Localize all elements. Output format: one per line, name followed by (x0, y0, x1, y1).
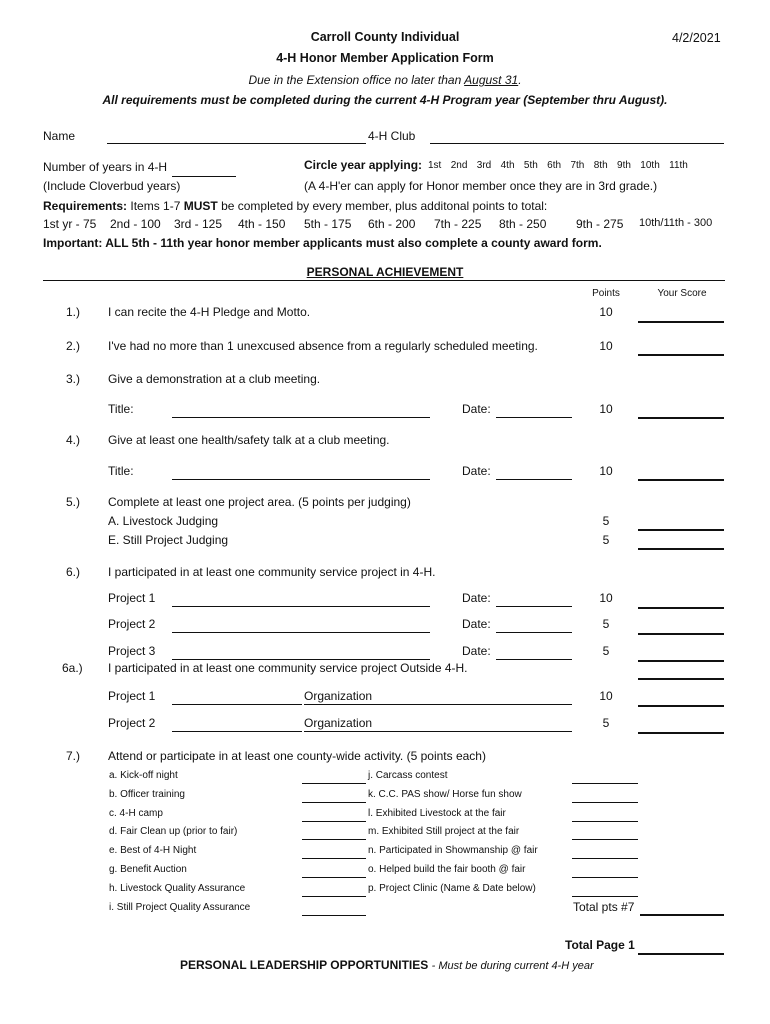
item-4-date-field[interactable] (496, 479, 572, 480)
item-6a-org-field[interactable] (304, 704, 572, 705)
item-6a-text: I participated in at least one community service project Outside 4-H. (108, 661, 468, 675)
point-levels (43, 217, 723, 233)
item-6-score-field[interactable] (638, 633, 724, 635)
item-3-date-field[interactable] (496, 417, 572, 418)
activity-check-field[interactable] (302, 877, 366, 878)
activity-check-field[interactable] (302, 858, 366, 859)
important-label: Important: (43, 236, 103, 250)
item-6a-score-field[interactable] (638, 678, 724, 680)
activity-check-field[interactable] (302, 783, 366, 784)
leadership-heading (180, 958, 594, 972)
activity-check-field[interactable] (572, 877, 638, 878)
item-4-score-field[interactable] (638, 479, 724, 481)
program-year-note: All requirements must be completed during the current 4-H Program year (September thru August). (102, 93, 668, 107)
item-6a-project-label: Project 1 (108, 689, 156, 703)
activity-label: n. Participated in Showmanship @ fair (368, 845, 538, 856)
item-6-date-field[interactable] (496, 632, 572, 633)
circle-year-label: Circle year applying: (304, 158, 423, 172)
item-1-score-field[interactable] (638, 321, 724, 323)
item-5e-text: E. Still Project Judging (108, 533, 229, 547)
item-3-points: 10 (599, 402, 613, 416)
item-6-number: 6.) (66, 565, 81, 579)
point-level: 4th - 150 (238, 217, 286, 231)
item-3-score-field[interactable] (638, 417, 724, 419)
point-level: 1st yr - 75 (43, 217, 97, 231)
activity-check-field[interactable] (572, 858, 638, 859)
activity-label: d. Fair Clean up (prior to fair) (109, 826, 238, 837)
item-3-number: 3.) (66, 372, 81, 386)
item-6-project-label: Project 3 (108, 644, 156, 658)
important-line (43, 236, 602, 250)
title-line1: Carroll County Individual (310, 30, 460, 44)
activity-label: c. 4-H camp (109, 808, 163, 819)
item-3-text: Give a demonstration at a club meeting. (108, 372, 321, 386)
section-divider (43, 280, 725, 281)
total-page-field[interactable] (638, 953, 724, 955)
item-6-project-label: Project 1 (108, 591, 156, 605)
circle-year-note: (A 4-H'er can apply for Honor member once they are in 3rd grade.) (304, 179, 658, 193)
item-4-date-label: Date: (462, 464, 491, 478)
year-option[interactable]: 8th (593, 160, 608, 171)
total-page-label: Total Page 1 (565, 938, 635, 952)
item-6-date-field[interactable] (496, 606, 572, 607)
item-6a-org-label: Organization (304, 689, 373, 703)
score-header: Your Score (657, 288, 707, 299)
item-6-project-field[interactable] (172, 659, 430, 660)
point-level: 7th - 225 (434, 217, 482, 231)
item-6a-project-points: 5 (602, 716, 610, 730)
year-options (428, 160, 688, 171)
activity-label: b. Officer training (109, 789, 185, 800)
activity-check-field[interactable] (302, 821, 366, 822)
item-7-text: Attend or participate in at least one county-wide activity. (5 points each) (108, 749, 486, 763)
item-2-points: 10 (599, 339, 613, 353)
activity-label: g. Benefit Auction (109, 864, 187, 875)
item-3-title-field[interactable] (172, 417, 430, 418)
title-line2: 4-H Honor Member Application Form (276, 51, 494, 65)
section-title: PERSONAL ACHIEVEMENT (306, 265, 464, 279)
point-level: 10th/11th - 300 (639, 217, 713, 229)
activity-label: i. Still Project Quality Assurance (109, 902, 251, 913)
activity-check-field[interactable] (302, 802, 366, 803)
item-6-project-points: 5 (602, 644, 610, 658)
item-6-project-field[interactable] (172, 632, 430, 633)
item-6-project-points: 10 (599, 591, 613, 605)
requirements-line (43, 199, 547, 213)
point-level: 2nd - 100 (110, 217, 161, 231)
year-option[interactable]: 4th (500, 160, 515, 171)
points-header: Points (592, 288, 620, 299)
total-7-field[interactable] (640, 914, 724, 916)
item-6-date-label: Date: (462, 644, 491, 658)
year-option[interactable]: 10th (640, 160, 660, 171)
item-7-number: 7.) (66, 749, 81, 763)
item-6a-project-field[interactable] (172, 731, 302, 732)
due-note (0, 73, 770, 87)
requirements-text: be completed by every member, plus additonal points to total: (221, 199, 548, 213)
item-5a-text: A. Livestock Judging (108, 514, 219, 528)
point-level: 9th - 275 (576, 217, 624, 231)
point-level: 3rd - 125 (174, 217, 223, 231)
item-5a-points: 5 (602, 514, 610, 528)
year-option[interactable]: 5th (523, 160, 538, 171)
activity-check-field[interactable] (572, 896, 638, 897)
item-2-score-field[interactable] (638, 354, 724, 356)
item-1-points: 10 (599, 305, 613, 319)
item-5a-score-field[interactable] (638, 529, 724, 531)
year-option[interactable]: 1st (428, 160, 442, 171)
activity-check-field[interactable] (572, 821, 638, 822)
requirements-must: MUST (183, 199, 218, 213)
form-date: 4/2/2021 (672, 31, 721, 45)
item-4-text: Give at least one health/safety talk at a club meeting. (108, 433, 390, 447)
activity-check-field[interactable] (302, 896, 366, 897)
point-level: 8th - 250 (499, 217, 547, 231)
item-3-title-label: Title: (108, 402, 134, 416)
item-6a-score-field[interactable] (638, 705, 724, 707)
item-6a-number: 6a.) (62, 661, 83, 675)
due-date: August 31 (464, 73, 519, 87)
point-level: 6th - 200 (368, 217, 416, 231)
activity-check-field[interactable] (302, 915, 366, 916)
activity-label: k. C.C. PAS show/ Horse fun show (368, 789, 522, 800)
activity-check-field[interactable] (572, 802, 638, 803)
name-field[interactable] (107, 143, 366, 144)
item-5e-score-field[interactable] (638, 548, 724, 550)
item-6-date-label: Date: (462, 617, 491, 631)
club-label: 4-H Club (368, 129, 416, 143)
leadership-note: - Must be during current 4-H year (431, 960, 594, 972)
activity-label: o. Helped build the fair booth @ fair (368, 864, 526, 875)
item-4-title-field[interactable] (172, 479, 430, 480)
total-7-label: Total pts #7 (573, 900, 635, 914)
activity-label: h. Livestock Quality Assurance (109, 883, 246, 894)
activity-label: l. Exhibited Livestock at the fair (368, 808, 506, 819)
item-1-number: 1.) (66, 305, 81, 319)
item-6a-project-points: 10 (599, 689, 613, 703)
cloverbud-note: (Include Cloverbud years) (43, 179, 181, 193)
due-suffix: . (518, 73, 522, 87)
item-6-date-label: Date: (462, 591, 491, 605)
item-4-points: 10 (599, 464, 613, 478)
item-6a-project-field[interactable] (172, 704, 302, 705)
years-label: Number of years in 4-H (43, 160, 168, 174)
item-2-number: 2.) (66, 339, 81, 353)
requirements-items: Items 1-7 (130, 199, 181, 213)
year-option[interactable]: 6th (547, 160, 562, 171)
item-1-text: I can recite the 4-H Pledge and Motto. (108, 305, 311, 319)
activity-label: e. Best of 4-H Night (109, 845, 197, 856)
item-3-date-label: Date: (462, 402, 491, 416)
item-6-project-points: 5 (602, 617, 610, 631)
item-5-text: Complete at least one project area. (5 points per judging) (108, 495, 411, 509)
club-field[interactable] (430, 143, 724, 144)
item-5-number: 5.) (66, 495, 81, 509)
point-level: 5th - 175 (304, 217, 352, 231)
item-6-score-field[interactable] (638, 660, 724, 662)
year-option[interactable]: 3rd (476, 160, 492, 171)
due-prefix: Due in the Extension office no later than (248, 73, 462, 87)
item-6a-score-field[interactable] (638, 732, 724, 734)
important-text: ALL 5th - 11th year honor member applicants must also complete a county award form. (105, 236, 602, 250)
item-6a-org-label: Organization (304, 716, 373, 730)
year-option[interactable]: 9th (617, 160, 631, 171)
activity-check-field[interactable] (572, 839, 638, 840)
item-6a-org-field[interactable] (304, 731, 572, 732)
name-label: Name (43, 129, 76, 143)
activity-check-field[interactable] (572, 783, 638, 784)
year-option[interactable]: 11th (669, 160, 688, 171)
item-6-text: I participated in at least one community service project in 4-H. (108, 565, 436, 579)
item-6-date-field[interactable] (496, 659, 572, 660)
activity-label: a. Kick-off night (109, 770, 178, 781)
item-4-number: 4.) (66, 433, 81, 447)
item-6-score-field[interactable] (638, 607, 724, 609)
activity-label: m. Exhibited Still project at the fair (368, 826, 520, 837)
activity-label: p. Project Clinic (Name & Date below) (368, 883, 536, 894)
activity-check-field[interactable] (302, 839, 366, 840)
leadership-title: PERSONAL LEADERSHIP OPPORTUNITIES (180, 958, 429, 972)
item-2-text: I've had no more than 1 unexcused absence from a regularly scheduled meeting. (108, 339, 538, 353)
item-6-project-field[interactable] (172, 606, 430, 607)
activity-label: j. Carcass contest (368, 770, 448, 781)
item-4-title-label: Title: (108, 464, 134, 478)
requirements-label: Requirements: (43, 199, 128, 213)
year-option[interactable]: 2nd (450, 160, 468, 171)
item-5e-points: 5 (602, 533, 610, 547)
item-6-project-label: Project 2 (108, 617, 156, 631)
years-field[interactable] (172, 176, 236, 177)
item-6a-project-label: Project 2 (108, 716, 156, 730)
year-option[interactable]: 7th (570, 160, 585, 171)
